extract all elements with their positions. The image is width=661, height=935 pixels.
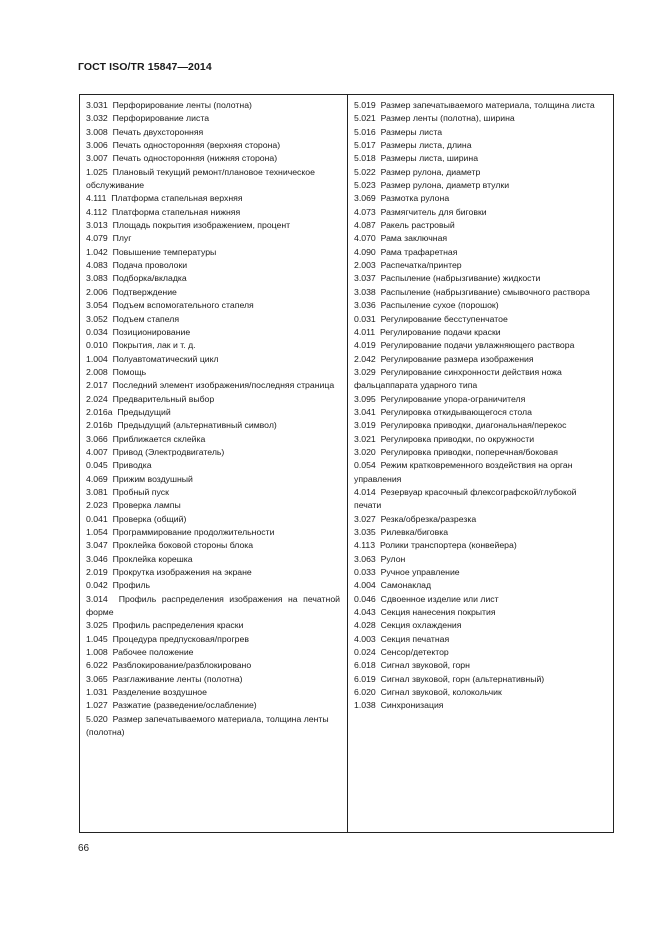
index-entry	[354, 566, 606, 579]
entry-code: 3.081	[86, 486, 108, 497]
index-entry	[86, 232, 340, 245]
entry-code: 1.045	[86, 633, 108, 644]
index-entry	[354, 673, 606, 686]
entry-code: 3.037	[354, 273, 376, 284]
index-entry	[354, 433, 606, 446]
entry-term: Печать односторонняя (нижняя сторона)	[112, 153, 278, 164]
entry-term: Секция печатная	[380, 633, 450, 644]
index-entry	[354, 646, 606, 659]
entry-term: Размеры листа, ширина	[380, 153, 479, 164]
entry-code: 4.043	[354, 607, 376, 618]
entry-term: Секция охлаждения	[380, 620, 462, 631]
entry-code: 4.069	[86, 473, 108, 484]
right-column	[354, 99, 606, 713]
index-entry	[354, 633, 606, 646]
index-entry	[354, 353, 606, 366]
entry-code: 3.038	[354, 286, 376, 297]
index-entry	[86, 499, 340, 512]
entry-term: Проклейка корешка	[112, 553, 193, 564]
index-entry	[354, 339, 606, 352]
index-entry	[86, 406, 340, 419]
index-entry	[86, 619, 340, 632]
entry-term: Покрытия, лак и т. д.	[112, 340, 196, 351]
entry-code: 1.025	[86, 166, 108, 177]
entry-code: 4.087	[354, 220, 376, 231]
index-entry	[354, 553, 606, 566]
index-entry	[86, 286, 340, 299]
entry-code: 3.095	[354, 393, 376, 404]
entry-code: 3.069	[354, 193, 376, 204]
index-entry	[86, 326, 340, 339]
index-entry	[354, 459, 606, 486]
index-entry	[354, 286, 606, 299]
entry-code: 3.066	[86, 433, 108, 444]
index-entry	[86, 646, 340, 659]
entry-code: 5.018	[354, 153, 376, 164]
index-entry	[354, 659, 606, 672]
entry-code: 3.031	[86, 100, 108, 110]
entry-term: Регулирование бесступенчатое	[380, 313, 508, 324]
entry-code: 3.029	[354, 366, 376, 377]
entry-code: 6.022	[86, 660, 108, 671]
index-entry	[86, 272, 340, 285]
entry-term: Режим кратковременного воздействия на орган управления	[354, 460, 573, 484]
entry-code: 2.024	[86, 393, 108, 404]
index-entry	[354, 112, 606, 125]
entry-term: Привод (Электродвигатель)	[112, 446, 225, 457]
index-entry	[86, 473, 340, 486]
entry-term: Распечатка/принтер	[380, 260, 462, 271]
entry-term: Профиль распределения изображения на печатной форме	[86, 593, 341, 618]
entry-term: Размеры листа	[380, 126, 443, 137]
entry-code: 4.003	[354, 633, 376, 644]
index-entry	[354, 313, 606, 326]
index-entry	[86, 659, 340, 672]
index-entry	[354, 579, 606, 592]
index-entry	[354, 539, 606, 552]
entry-code: 3.008	[86, 126, 108, 137]
entry-term: Перфорирование ленты (полотна)	[112, 100, 252, 110]
entry-term: Предыдущий	[117, 406, 171, 417]
entry-term: Разблокирование/разблокировано	[112, 660, 252, 671]
entry-term: Размер ленты (полотна), ширина	[380, 113, 515, 124]
entry-term: Профиль	[112, 580, 151, 591]
entry-code: 1.054	[86, 527, 108, 537]
entry-term: Распыление (набрызгивание) жидкости	[380, 273, 541, 284]
index-entry	[354, 699, 606, 712]
entry-code: 3.065	[86, 673, 108, 684]
entry-code: 3.047	[86, 540, 108, 551]
entry-code: 3.036	[354, 300, 376, 311]
entry-code: 0.041	[86, 513, 108, 524]
entry-term: Подтверждение	[112, 286, 177, 297]
entry-term: Рилевка/биговка	[380, 527, 449, 537]
index-entry	[86, 139, 340, 152]
entry-term: Сенсор/детектор	[380, 647, 449, 658]
entry-code: 3.041	[354, 406, 376, 417]
index-entry	[86, 299, 340, 312]
terms-index-table	[79, 94, 614, 833]
entry-term: Повышение температуры	[112, 246, 217, 257]
entry-term: Прокрутка изображения на экране	[112, 567, 252, 578]
index-entry	[354, 419, 606, 432]
index-entry	[86, 99, 340, 112]
entry-term: Секция нанесения покрытия	[380, 607, 496, 618]
entry-code: 5.016	[354, 126, 376, 137]
index-entry	[86, 112, 340, 125]
entry-term: Площадь покрытия изображением, процент	[112, 220, 291, 231]
entry-term: Платформа стапельная верхняя	[111, 193, 243, 204]
entry-code: 0.046	[354, 593, 376, 604]
entry-code: 4.070	[354, 233, 376, 244]
index-entry	[354, 179, 606, 192]
entry-code: 3.035	[354, 527, 376, 537]
index-entry	[86, 393, 340, 406]
entry-code: 3.006	[86, 140, 108, 151]
entry-code: 1.004	[86, 353, 108, 364]
entry-term: Регулирование подачи увлажняющего раствора	[380, 340, 575, 351]
entry-term: Процедура предпусковая/прогрев	[112, 633, 249, 644]
entry-code: 3.083	[86, 273, 108, 284]
entry-term: Размер рулона, диаметр втулки	[380, 180, 510, 191]
entry-term: Синхронизация	[380, 700, 444, 711]
entry-code: 3.052	[86, 313, 108, 324]
index-entry	[86, 459, 340, 472]
index-entry	[354, 406, 606, 419]
entry-code: 2.023	[86, 500, 108, 511]
entry-term: Рулон	[380, 553, 406, 564]
entry-code: 2.006	[86, 286, 108, 297]
entry-code: 3.046	[86, 553, 108, 564]
entry-code: 6.018	[354, 660, 376, 671]
entry-code: 5.017	[354, 140, 376, 151]
entry-code: 3.054	[86, 300, 108, 311]
index-entry	[86, 166, 340, 193]
index-entry	[86, 486, 340, 499]
entry-term: Помощь	[112, 366, 147, 377]
index-entry	[86, 446, 340, 459]
entry-term: Распыление (набрызгивание) смывочного раствора	[380, 286, 590, 297]
entry-term: Предварительный выбор	[112, 393, 215, 404]
entry-term: Ракель растровый	[380, 220, 455, 231]
entry-term: Приближается склейка	[112, 433, 206, 444]
index-entry	[86, 579, 340, 592]
entry-code: 3.021	[354, 433, 376, 444]
entry-code: 0.010	[86, 340, 108, 351]
entry-code: 0.054	[354, 460, 376, 471]
entry-term: Плуг	[112, 233, 132, 244]
entry-code: 2.042	[354, 353, 376, 364]
entry-code: 4.073	[354, 206, 376, 217]
entry-code: 4.083	[86, 260, 108, 271]
entry-code: 2.008	[86, 366, 108, 377]
index-entry	[354, 246, 606, 259]
entry-term: Профиль распределения краски	[112, 620, 244, 631]
entry-code: 5.021	[354, 113, 376, 124]
index-entry	[354, 366, 606, 393]
entry-code: 5.019	[354, 100, 376, 110]
entry-term: Проверка (общий)	[112, 513, 187, 524]
entry-term: Регулировка приводки, по окружности	[380, 433, 535, 444]
entry-term: Подача проволоки	[112, 260, 188, 271]
entry-term: Подъем стапеля	[112, 313, 180, 324]
index-entry	[86, 246, 340, 259]
index-entry	[86, 526, 340, 539]
index-entry	[354, 219, 606, 232]
index-entry	[354, 593, 606, 606]
index-entry	[354, 126, 606, 139]
entry-code: 5.023	[354, 180, 376, 191]
entry-code: 4.019	[354, 340, 376, 351]
index-entry	[354, 326, 606, 339]
index-entry	[86, 686, 340, 699]
entry-term: Регулирование упора-ограничителя	[380, 393, 526, 404]
index-entry	[86, 353, 340, 366]
index-entry	[354, 686, 606, 699]
index-entry	[86, 206, 340, 219]
entry-term: Регулирование размера изображения	[380, 353, 534, 364]
index-entry	[354, 232, 606, 245]
entry-code: 0.033	[354, 567, 376, 578]
entry-code: 2.016b	[86, 420, 113, 431]
entry-term: Сдвоенное изделие или лист	[380, 593, 499, 604]
entry-term: Разглаживание ленты (полотна)	[112, 673, 243, 684]
entry-code: 3.027	[354, 513, 376, 524]
entry-code: 4.014	[354, 486, 376, 497]
entry-code: 6.019	[354, 673, 376, 684]
entry-code: 4.028	[354, 620, 376, 631]
entry-term: Регулировка откидывающегося стола	[380, 406, 532, 417]
entry-term: Сигнал звуковой, горн	[380, 660, 470, 671]
entry-term: Подъем вспомогательного стапеля	[112, 300, 254, 311]
entry-code: 0.034	[86, 326, 108, 337]
entry-term: Размотка рулона	[380, 193, 450, 204]
entry-term: Регулирование подачи краски	[379, 326, 501, 337]
entry-term: Пробный пуск	[112, 486, 169, 497]
index-entry	[354, 393, 606, 406]
index-entry	[86, 433, 340, 446]
entry-term: Рама заключная	[380, 233, 448, 244]
entry-term: Ручное управление	[380, 567, 460, 578]
left-column	[86, 99, 340, 740]
index-entry	[86, 699, 340, 712]
index-entry	[86, 593, 340, 620]
page-number: 66	[78, 843, 90, 854]
entry-term: Сигнал звуковой, горн (альтернативный)	[380, 673, 545, 684]
entry-code: 0.042	[86, 580, 108, 591]
entry-term: Проклейка боковой стороны блока	[112, 540, 254, 551]
index-entry	[86, 419, 340, 432]
entry-code: 4.090	[354, 246, 376, 257]
entry-code: 4.007	[86, 446, 108, 457]
entry-term: Регулировка приводки, диагональная/перекос	[380, 420, 567, 431]
entry-term: Ролики транспортера (конвейера)	[379, 540, 517, 551]
entry-term: Программирование продолжительности	[112, 527, 275, 537]
entry-code: 3.007	[86, 153, 108, 164]
entry-code: 0.045	[86, 460, 108, 471]
entry-term: Размер рулона, диаметр	[380, 166, 481, 177]
entry-term: Рабочее положение	[112, 647, 194, 658]
entry-term: Размер запечатываемого материала, толщина ленты (полотна)	[86, 713, 329, 738]
entry-term: Размеры листа, длина	[380, 140, 472, 151]
entry-code: 0.031	[354, 313, 376, 324]
entry-term: Резка/обрезка/разрезка	[380, 513, 477, 524]
entry-code: 4.113	[354, 540, 376, 551]
entry-code: 1.042	[86, 246, 108, 257]
index-entry	[354, 206, 606, 219]
index-entry	[86, 192, 340, 205]
entry-term: Резервуар красочный флексографской/глубокой печати	[354, 486, 577, 511]
entry-code: 3.063	[354, 553, 376, 564]
entry-code: 3.013	[86, 220, 108, 231]
entry-code: 2.017	[86, 380, 108, 391]
entry-code: 6.020	[354, 687, 376, 698]
index-entry	[354, 619, 606, 632]
index-entry	[86, 152, 340, 165]
entry-code: 1.008	[86, 647, 108, 658]
index-entry	[86, 339, 340, 352]
entry-code: 2.019	[86, 567, 108, 578]
entry-term: Самонаклад	[380, 580, 432, 591]
entry-code: 3.032	[86, 113, 108, 124]
index-entry	[86, 259, 340, 272]
entry-code: 4.011	[354, 326, 376, 337]
index-entry	[354, 99, 606, 112]
index-entry	[86, 366, 340, 379]
entry-term: Последний элемент изображения/последняя страница	[112, 380, 335, 391]
entry-code: 3.019	[354, 420, 376, 431]
entry-code: 3.025	[86, 620, 108, 631]
index-entry	[354, 606, 606, 619]
entry-term: Разжатие (разведение/ослабление)	[112, 700, 257, 711]
entry-code: 4.111	[86, 193, 107, 204]
entry-code: 3.020	[354, 446, 376, 457]
index-entry	[86, 713, 340, 740]
index-entry	[86, 553, 340, 566]
index-entry	[354, 166, 606, 179]
index-entry	[86, 126, 340, 139]
index-entry	[86, 673, 340, 686]
entry-code: 1.038	[354, 700, 376, 711]
entry-term: Плановый текущий ремонт/плановое техническое обслуживание	[86, 166, 315, 191]
index-entry	[354, 513, 606, 526]
entry-term: Полуавтоматический цикл	[112, 353, 219, 364]
entry-code: 1.031	[86, 687, 108, 698]
entry-code: 4.079	[86, 233, 108, 244]
index-entry	[354, 259, 606, 272]
entry-code: 1.027	[86, 700, 108, 711]
entry-term: Рама трафаретная	[380, 246, 458, 257]
entry-code: 3.014	[86, 593, 108, 604]
index-entry	[354, 192, 606, 205]
entry-term: Подборка/вкладка	[112, 273, 187, 284]
entry-term: Прижим воздушный	[112, 473, 193, 484]
entry-code: 5.020	[86, 713, 108, 724]
index-entry	[354, 486, 606, 513]
entry-term: Печать двухсторонняя	[112, 126, 204, 137]
entry-term: Размер запечатываемого материала, толщина листа	[380, 100, 595, 110]
entry-term: Платформа стапельная нижняя	[111, 206, 241, 217]
entry-term: Предыдущий (альтернативный символ)	[117, 420, 277, 431]
index-entry	[354, 526, 606, 539]
index-entry	[86, 219, 340, 232]
entry-term: Проверка лампы	[112, 500, 181, 511]
entry-term: Перфорирование листа	[112, 113, 210, 124]
document-header: ГОСТ ISO/TR 15847—2014	[78, 61, 212, 73]
entry-term: Размягчитель для биговки	[380, 206, 487, 217]
entry-code: 5.022	[354, 166, 376, 177]
entry-code: 2.003	[354, 260, 376, 271]
index-entry	[354, 446, 606, 459]
index-entry	[86, 313, 340, 326]
index-entry	[354, 299, 606, 312]
entry-code: 2.016a	[86, 406, 113, 417]
entry-term: Регулирование синхронности действия ножа фальцаппарата ударного типа	[354, 366, 562, 391]
index-entry	[86, 539, 340, 552]
entry-term: Разделение воздушное	[112, 687, 207, 698]
entry-code: 4.112	[86, 206, 108, 217]
index-entry	[86, 566, 340, 579]
column-divider	[347, 95, 348, 832]
entry-term: Печать односторонняя (верхняя сторона)	[112, 140, 281, 151]
index-entry	[86, 633, 340, 646]
index-entry	[354, 152, 606, 165]
index-entry	[86, 513, 340, 526]
index-entry	[354, 139, 606, 152]
entry-code: 4.004	[354, 580, 376, 591]
entry-term: Позиционирование	[112, 326, 191, 337]
index-entry	[354, 272, 606, 285]
entry-term: Регулировка приводки, поперечная/боковая	[380, 446, 558, 457]
entry-term: Распыление сухое (порошок)	[380, 300, 499, 311]
entry-term: Сигнал звуковой, колокольчик	[380, 687, 502, 698]
entry-term: Приводка	[112, 460, 152, 471]
index-entry	[86, 379, 340, 392]
entry-code: 0.024	[354, 647, 376, 658]
